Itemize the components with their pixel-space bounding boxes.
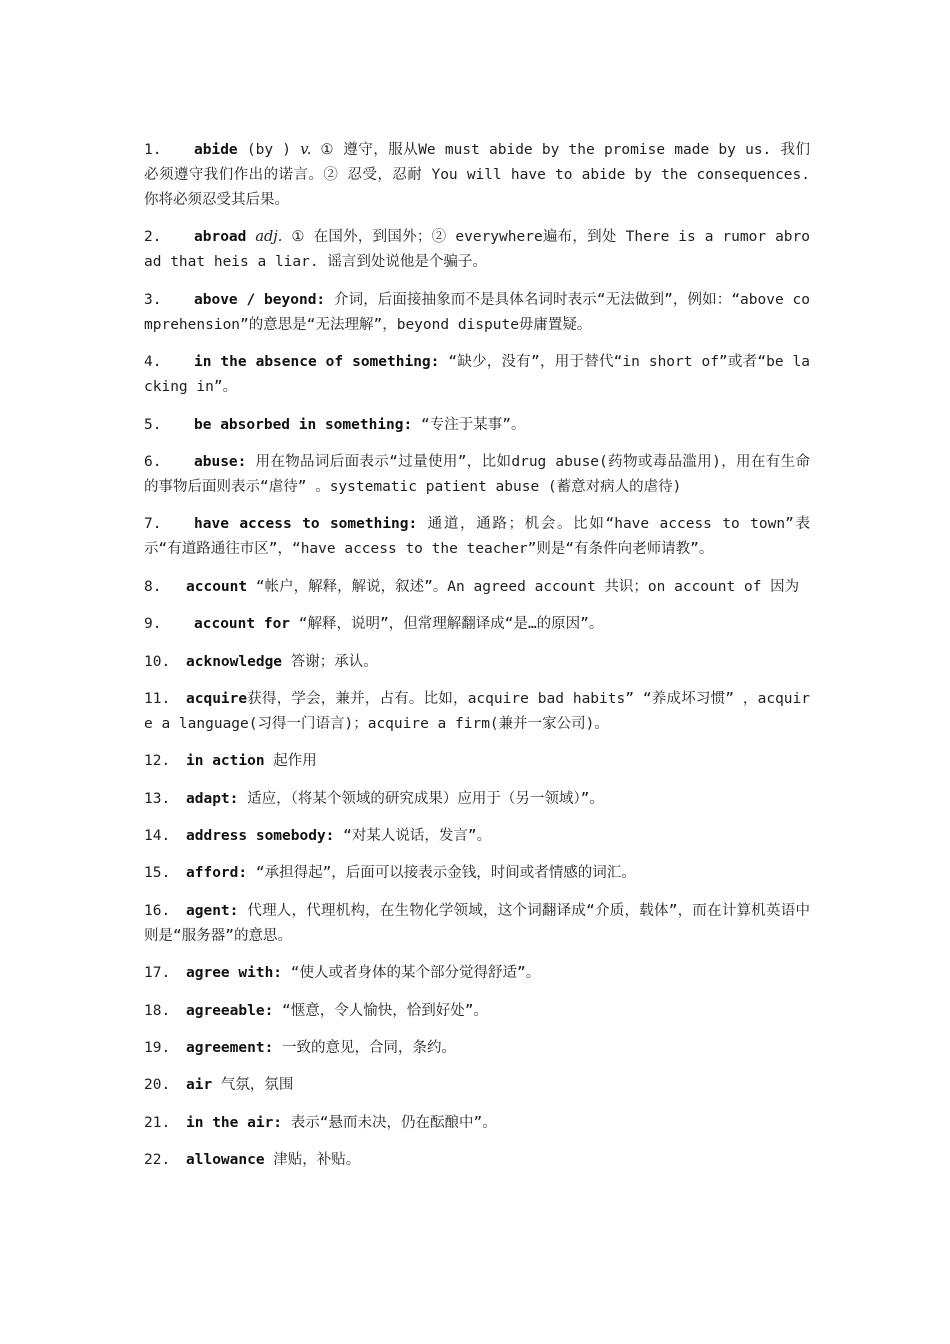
entry-definition: 通道，通路；机会。比如“have access to town”表示“有道路通往市区”，“have access to the teacher”则是“有条件向老师请教”。 [144,516,810,558]
entry-number: 10. [144,653,171,670]
list-item [144,288,810,338]
list-item [144,612,810,637]
entry-term: in action [186,753,265,770]
entry-term: acquire [186,690,248,707]
entry-number: 9. [144,616,162,633]
entry-number: 13. [144,790,171,807]
entry-definition: “使人或者身体的某个部分觉得舒适”。 [282,965,541,982]
entry-number: 8. [144,578,162,595]
entry-term: account [186,578,248,595]
entry-term: have access to something: [194,516,418,533]
entry-term: agree with: [186,965,283,982]
list-item [144,450,810,500]
entry-definition: “专注于某事”。 [412,416,526,433]
list-item [144,787,810,812]
entry-number: 1. [144,142,162,158]
entry-definition: ① 遵守，服从We must abide by the promise made by us. 我们必须遵守我们作出的诺言。② 忍受，忍耐 You will have to abide by the consequences. 你将必须忍受其后果。 [144,142,810,208]
entry-definition: 气氛，氛围 [212,1077,294,1094]
entry-number: 12. [144,753,171,770]
entry-definition: “承担得起”，后面可以接表示金钱，时间或者情感的词汇。 [247,865,636,882]
entry-definition: ① 在国外，到国外；② everywhere遍布，到处 There is a rumor abroad that heis a liar. 谣言到处说他是个骗子。 [144,229,810,271]
entry-definition: 获得，学会，兼并，占有。比如，acquire bad habits” “养成坏习惯” ，acquire a language(习得一门语言)；acquire a firm(兼并一家公司)。 [144,690,810,732]
entry-definition: 起作用 [264,753,317,770]
list-item [144,225,810,275]
entry-number: 4. [144,354,162,371]
entry-number: 14. [144,828,171,845]
list-item [144,861,810,886]
entry-definition: 一致的意见，合同，条约。 [273,1040,457,1057]
entry-definition: 津贴，补贴。 [264,1152,361,1169]
entry-term: acknowledge [186,653,283,670]
entry-term: adapt: [186,790,239,807]
entry-term: in the absence of something: [194,354,440,371]
entry-definition: “解释，说明”，但常理解翻译成“是…的原因”。 [290,616,604,633]
entry-number: 19. [144,1040,171,1057]
entry-term: abuse: [194,453,247,470]
entry-number: 21. [144,1114,171,1131]
entry-term: agreeable: [186,1002,274,1019]
entry-prefix: (by ) [237,142,301,158]
list-item [144,749,810,774]
entry-number: 11. [144,690,171,707]
entry-number: 17. [144,965,171,982]
list-item [144,350,810,400]
entry-number: 6. [144,453,162,470]
entry-term: abroad [194,229,247,246]
list-item [144,687,810,737]
entry-definition: “对某人说话，发言”。 [334,828,492,845]
entry-term: air [186,1077,213,1094]
list-item [144,899,810,949]
entry-number: 7. [144,516,162,533]
list-item [144,138,810,213]
entry-definition: 表示“悬而未决，仍在酝酿中”。 [282,1114,497,1131]
entry-definition: “帐户，解释，解说，叙述”。An agreed account 共识；on account of 因为 [247,578,800,595]
list-item [144,512,810,562]
entry-term: afford: [186,865,248,882]
entry-definition: “惬意，令人愉快，恰到好处”。 [273,1002,489,1019]
list-item [144,575,810,600]
list-item [144,650,810,675]
entry-term: agent: [186,902,239,919]
entry-term: account for [194,616,291,633]
entry-definition: 适应，（将某个领域的研究成果）应用于（另一领域）”。 [238,790,604,807]
list-item [144,1111,810,1136]
entry-part-of-speech: adj. [255,229,283,246]
entry-number: 5. [144,416,162,433]
entry-part-of-speech: v. [300,142,312,158]
list-item [144,1148,810,1173]
entry-number: 22. [144,1152,171,1169]
entry-term: agreement: [186,1040,274,1057]
entry-term: above / beyond: [194,291,326,308]
entry-number: 15. [144,865,171,882]
entry-number: 2. [144,229,162,246]
entry-definition: 答谢；承认。 [282,653,378,670]
entry-term: allowance [186,1152,265,1169]
entry-definition: 代理人，代理机构，在生物化学领域，这个词翻译成“介质，载体”，而在计算机英语中则是“服务器”的意思。 [144,902,810,944]
entry-term: be absorbed in something: [194,416,413,433]
list-item [144,413,810,438]
entry-definition: “缺少，没有”，用于替代“in short of”或者“be lacking in”。 [144,354,810,396]
list-item [144,999,810,1024]
list-item [144,824,810,849]
entry-term: abide [194,142,238,158]
entry-term: in the air: [186,1114,283,1131]
list-item [144,961,810,986]
vocabulary-list [144,138,810,1186]
entry-definition: 用在物品词后面表示“过量使用”，比如drug abuse(药物或毒品滥用)，用在有生命的事物后面则表示“虐待” 。systematic patient abuse (蓄意对病人的虐待) [144,453,810,495]
entry-term: address somebody: [186,828,335,845]
list-item [144,1073,810,1098]
entry-definition: 介词，后面接抽象而不是具体名词时表示“无法做到”，例如：“above comprehension”的意思是“无法理解”，beyond dispute毋庸置疑。 [144,291,810,333]
entry-number: 18. [144,1002,171,1019]
list-item [144,1036,810,1061]
entry-number: 3. [144,291,162,308]
entry-number: 16. [144,902,171,919]
entry-number: 20. [144,1077,171,1094]
